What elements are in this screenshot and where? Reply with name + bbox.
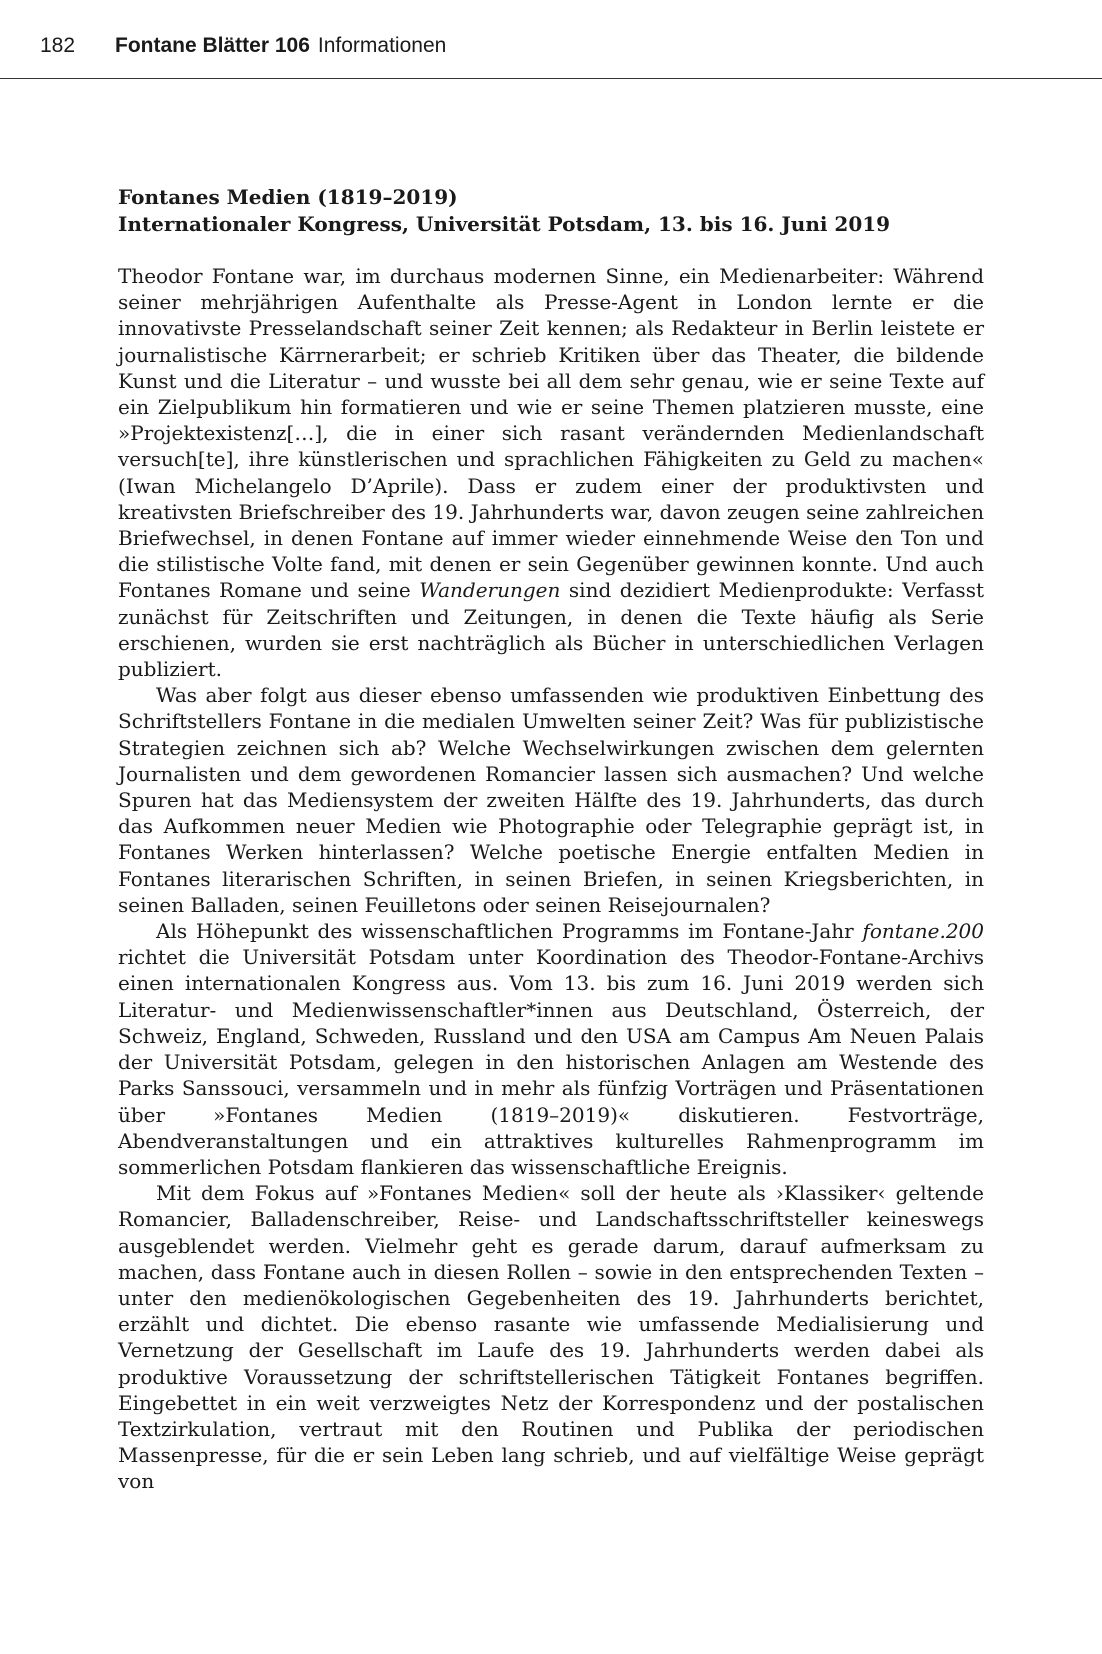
header-rule xyxy=(0,78,1102,79)
article xyxy=(118,184,984,1495)
article-title: Fontanes Medien (1819–2019) xyxy=(118,185,458,209)
italic-title: Wanderungen xyxy=(419,578,561,603)
journal-title: Fontane Blätter 106 xyxy=(115,34,310,57)
article-body xyxy=(118,263,984,1495)
running-head xyxy=(40,33,446,59)
paragraph-text: richtet die Universität Potsdam unter Koordination des Theodor-Fontane-Archivs einen internationalen Kongress aus. Vom 13. bis zum 16. Juni 2019 werden sich Literatur- und Medienwissenschaftler*innen aus Deutschland, Österreich, der Schweiz, England, Schweden, Russland und den USA am Campus Am Neuen Palais der Universität Potsdam, gelegen in den historischen Anlagen am Westende des Parks Sanssouci, versammeln und in mehr als fünfzig Vorträgen und Präsentationen über »Fontanes Medien (1819–2019)« diskutieren. Festvorträge, Abendveranstaltungen und ein attraktives kulturelles Rahmenprogramm im sommerlichen Potsdam flankieren das wissenschaftliche Ereignis. xyxy=(118,945,984,1179)
article-subtitle: Internationaler Kongress, Universität Potsdam, 13. bis 16. Juni 2019 xyxy=(118,212,891,236)
paragraph xyxy=(118,918,984,1180)
paragraph-text: Als Höhepunkt des wissenschaftlichen Programms im Fontane-Jahr xyxy=(156,919,863,944)
paragraph-text: Theodor Fontane war, im durchaus modernen Sinne, ein Medienarbeiter: Während seiner mehrjährigen Aufenthalte als Presse-Agent in London lernte er die innovativste Presselandschaft seiner Zeit kennen; als Redakteur in Berlin leistete er journalistische Kärrnerarbeit; er schrieb Kritiken über das Theater, die bildende Kunst und die Literatur – und wusste bei all dem sehr genau, wie er seine Texte auf ein Zielpublikum hin formatieren und wie er seine Themen platzieren musste, eine »Projektexistenz[…], die in einer sich rasant verändernden Medienlandschaft versuch[te], ihre künstlerischen und sprachlichen Fähigkeiten zu Geld zu machen« (Iwan Michelangelo D’Aprile). Dass er zudem einer der produktivsten und kreativsten Briefschreiber des 19. Jahrhunderts war, davon zeugen seine zahlreichen Briefwechsel, in denen Fontane auf immer wieder einnehmende Weise den Ton und die stilistische Volte fand, mit denen er sein Gegenüber gewinnen konnte. Und auch Fontanes Romane und seine xyxy=(118,264,984,603)
paragraph xyxy=(118,263,984,682)
paragraph: Mit dem Fokus auf »Fontanes Medien« soll der heute als ›Klassiker‹ geltende Romancier, Balladenschreiber, Reise- und Landschaftsschriftsteller keineswegs ausgeblendet werden. Vielmehr geht es gerade darum, darauf aufmerksam zu machen, dass Fontane auch in diesen Rollen – sowie in den entsprechenden Texten – unter den medienökologischen Gegebenheiten des 19. Jahrhunderts berichtet, erzählt und dichtet. Die ebenso rasante wie umfassende Medialisierung und Vernetzung der Gesellschaft im Laufe des 19. Jahrhunderts werden dabei als produktive Voraussetzung der schriftstellerischen Tätigkeit Fontanes begriffen. Eingebettet in ein weit verzweigtes Netz der Korrespondenz und der postalischen Textzirkulation, vertraut mit den Routinen und Publika der periodischen Massenpresse, für die er sein Leben lang schrieb, und auf vielfältige Weise geprägt von xyxy=(118,1181,984,1494)
paragraph: Was aber folgt aus dieser ebenso umfassenden wie produktiven Einbettung des Schriftstellers Fontane in die medialen Umwelten seiner Zeit? Was für publizistische Strategien zeichnen sich ab? Welche Wechselwirkungen zwischen dem gelernten Journalisten und dem gewordenen Romancier lassen sich ausmachen? Und welche Spuren hat das Mediensystem der zweiten Hälfte des 19. Jahrhunderts, das durch das Aufkommen neuer Medien wie Photographie oder Telegraphie geprägt ist, in Fontanes Werken hinterlassen? Welche poetische Energie entfalten Medien in Fontanes literarischen Schriften, in seinen Briefen, in seinen Kriegsberichten, in seinen Balladen, seinen Feuilletons oder seinen Reisejournalen? xyxy=(118,683,984,917)
section-name: Informationen xyxy=(317,34,447,57)
italic-title: fontane.200 xyxy=(862,919,984,944)
page-number: 182 xyxy=(40,34,76,57)
paragraph-text: sind dezidiert Medienprodukte: Verfasst zunächst für Zeitschriften und Zeitungen, in denen die Texte häufig als Serie erschienen, wurden sie erst nachträglich als Bücher in unterschiedlichen Verlagen publiziert. xyxy=(118,578,984,682)
